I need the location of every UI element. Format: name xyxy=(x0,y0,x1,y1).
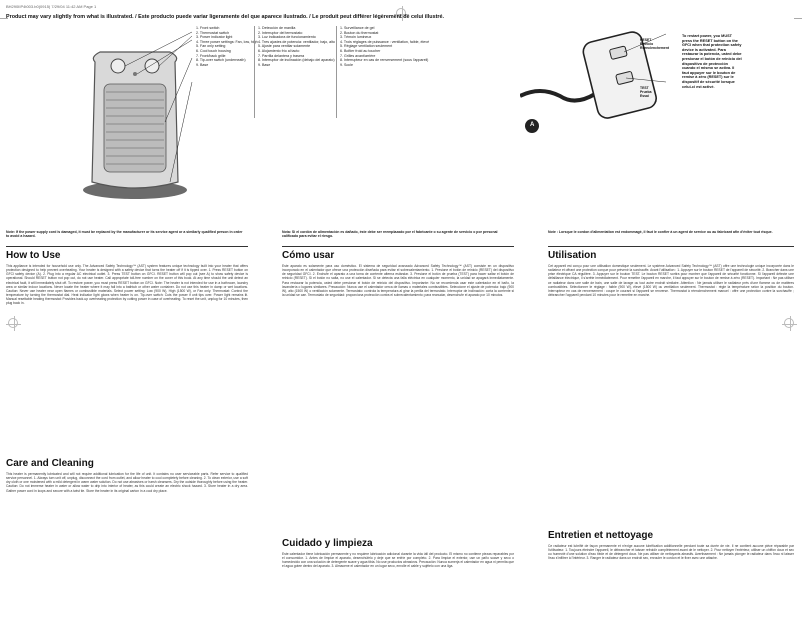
note-english: Note: If the power supply cord is damaged, it must be replaced by the manufacturer or its service agent or a similarly qualified person in order to avoid a hazard. xyxy=(6,230,243,239)
english-care-heading: Care and Cleaning xyxy=(6,458,94,469)
heater-grille xyxy=(104,84,166,172)
part-item: 2. Interruptor del termostato xyxy=(258,30,303,35)
part-item: 8. Tip-over switch (underneath) xyxy=(196,58,246,63)
plug-cord xyxy=(520,91,595,101)
english-care-text: This heater is permanently lubricated and will not require additional lubrication for the life of unit. It contains no user serviceable parts. Refer service to qualified service personnel. 1. Always turn unit off, unplug, disconnect the cord from outlet, and allow heater to cool completely before cleaning. 2. To clean exterior, use a soft dry cloth or one moistened with a mild detergent in warm water solution. Do not use abrasives or harsh cleansers. Dry the outside thoroughly before using the heater. Caution: Do not immerse heater in water or allow water to drip into interior of heater, as this could create an electric shock hazard. 3. Store heater in a dry area. Gather power cord in loops and secure with a twist tie. Store the heater in its original carton in a cool dry place. xyxy=(6,472,248,493)
reset-label: RESET xyxy=(640,38,652,42)
parts-list-spanish xyxy=(258,26,335,67)
test-label: Essai xyxy=(640,94,649,99)
rule-french xyxy=(548,246,794,247)
french-how-to-use-text: Cet appareil est conçu pour une utilisation domestique seulement. Le système Advanced Safety Technology™ (AST) offre une technologie unique incorporée dans le radiateur et offrant une protection conçue pour prévenir la surchauffe. Avant l'utilisation : 1. Appuyer sur le bouton RESET de l'appareil de sécurité. 2. Brancher dans une prise électrique CA régulière. 3. Appuyer sur le bouton TEST. Le bouton RESET sortira pour montrer que l'appareil de sécurité fonctionne. Si l'appareil détecte une défaillance électrique, il s'arrête immédiatement. Pour remettre l'appareil en marche, il faut appuyer sur le bouton de remise à zéro (RESET). Important : Ne pas utiliser ce radiateur dans une salle de bain, une salle de lavage ou tout autre endroit similaire. Attention : Ne jamais utiliser le radiateur près d'une flamme ou de matières combustibles. Sélectionner le réglage : faible (900 W), élevé (1500 W) ou ventilation seulement. Thermostat : règle la température selon la position du bouton. Interrupteur en cas de renversement : coupe le courant si l'appareil se renverse. Thermostat à réenclenchement manuel : offre une protection contre la surchauffe ; débrancher l'appareil pendant 10 minutes pour le remettre en marche. xyxy=(548,264,794,298)
part-item: 2. Bouton du thermostat xyxy=(340,30,379,35)
part-item: 9. Socle xyxy=(340,62,353,67)
french-care-heading: Entretien et nettoyage xyxy=(548,530,654,541)
parts-list-english xyxy=(196,26,260,67)
part-item: 8. Interruptor de inclinación (debajo del aparato) xyxy=(258,58,335,63)
parts-divider-2 xyxy=(336,26,337,118)
reset-label: Réenclenchement xyxy=(640,46,670,51)
spanish-care-heading: Cuidado y limpieza xyxy=(282,538,373,549)
spanish-care-text: Este calentador tiene lubricación permanente y no requiere lubricación adicional durante la vida útil del producto. El mismo no contiene piezas reparables por el consumidor. 1. Antes de limpiar el aparato, desenchúfelo y deje que se enfríe por completo. 2. Para limpiar el exterior, use un paño suave y seco o humedecido con una solución de detergente suave y agua tibia. No use productos abrasivos. Precaución: Nunca sumerja el calentador en agua ni permita que el agua gotee dentro del aparato. 3. Almacene el calentador en un lugar seco, enrolle el cable y sujételo con una liga. xyxy=(282,552,514,569)
part-item: 3. Luz indicadora de funcionamiento xyxy=(258,35,316,40)
part-item: 7. Parrilla delantera y trasera xyxy=(258,53,305,58)
product-note-banner: Product may vary slightly from what is illustrated. / Este producto puede variar ligeramente del que aparece ilustrado. / Le produit peut différer légèrement de celui illustré. xyxy=(6,14,444,20)
french-how-to-use-heading: Utilisation xyxy=(548,250,597,261)
parts-divider-1 xyxy=(254,26,255,118)
part-item: 5. Ajuste para ventilar solamente xyxy=(258,44,311,49)
test-label: TEST xyxy=(640,86,649,90)
part-item: 4. Tres ajustes de potencia: ventilador, bajo, alto xyxy=(258,39,335,44)
spanish-how-to-use-heading: Cómo usar xyxy=(282,250,335,261)
part-item: 2. Thermostat switch xyxy=(196,30,230,35)
english-how-to-use-heading: How to Use xyxy=(6,250,61,261)
english-how-to-use-text: This appliance is intended for household use only. The Advanced Safety Technology™ (AST) system features unique technology built into your heater that offers protection designed to help prevent overheating. Your heater is designed with a safety device that turns the heater off if it is tipped over. 1. Press RESET button on GFCI safety device (A). 2. Plug into a regular AC electrical outlet. 3. Press TEST button on GFCI. RESET button will pop out (see A) to show safety device is operational. Should RESET button not pop out, do not use heater. Call appropriate toll-free number on the cover of this book. At any time should the unit detect an electrical fault, it will immediately shut off. To restore power, you must press RESET button on GFCI. Note: The heater is not intended for use in a bathroom, laundry area or similar indoor locations. Never locate the heater where it may fall into a bathtub or other water container. Do not use this heater in damp or wet locations. Caution: Never use heater near open flames or combustible materials. Select power setting: Low (900 W), High (1500 W), or Fan only. Thermostat: Control the temperature by turning the thermostat dial. Heat indicator light glows when heater is on. Tip-over switch: Cuts the power if unit tips over. Power light remains lit. Manual resettable heating thermostat: Provides back-up overheating protection by cutting power in case of overheating. To reset the unit, unplug for 10 minutes, then plug back in. xyxy=(6,264,248,306)
part-item: 5. Réglage ventilation seulement xyxy=(340,44,393,49)
heater-illustration xyxy=(70,22,200,202)
note-spanish: Nota: Si el cordón de alimentación es dañado, éste debe ser reemplazado por el fabricante o su agente de servicio o por personal calificado para evitar el riesgo. xyxy=(282,230,498,239)
part-item: 1. Surveillance de gel xyxy=(340,26,375,30)
indicator-light xyxy=(133,72,137,76)
corner-tick-tr xyxy=(794,18,802,19)
callout-letter-a: A xyxy=(530,122,535,128)
reset-label: Reinicio xyxy=(640,42,654,47)
part-item: 7. Grilles avant/arrière xyxy=(340,53,376,58)
part-item: 3. Power indicator light xyxy=(196,35,233,40)
part-item: 1. Front switch xyxy=(196,26,220,30)
thermostat-dial xyxy=(145,59,159,73)
part-item: 1. Detección de manilla xyxy=(258,26,296,30)
part-item: 9. Base xyxy=(258,62,271,67)
test-label: Prueba xyxy=(640,90,652,95)
part-item: 4. Trois réglages de puissance : ventilation, faible, élevé xyxy=(340,39,430,44)
french-care-text: Ce radiateur est lubrifié de façon permanente et n'exige aucune lubrification additionnelle pendant toute sa durée de vie. Il ne contient aucune pièce réparable par l'utilisateur. 1. Toujours éteindre l'appareil, le débrancher et laisser refroidir complètement avant de le nettoyer. 2. Pour nettoyer l'extérieur, utiliser un chiffon doux et sec ou humecté d'une solution d'eau tiède et de détergent doux. Ne pas utiliser de nettoyants abrasifs. Avertissement : Ne jamais plonger le radiateur dans l'eau ni laisser l'eau s'infiltrer à l'intérieur. 3. Ranger le radiateur dans un endroit sec, enrouler le cordon et le fixer avec une attache. xyxy=(548,544,794,561)
reset-label-group xyxy=(640,38,680,51)
part-item: 6. Alojamiento frío al tacto xyxy=(258,48,300,53)
part-item: 9. Base xyxy=(196,62,209,67)
part-item: 5. Fan only setting xyxy=(196,44,226,49)
rule-english xyxy=(6,246,248,247)
spanish-how-to-use-text: Este aparato es solamente para uso doméstico. El sistema de seguridad avanzado Advanced Safety Technology™ (AST) consiste en un dispositivo incorporado en el calentador que ofrece una protección diseñada para evitar el sobrecalentamiento. 1. Presione el botón de reinicio (RESET) del dispositivo de seguridad GFCI. 2. Enchufe el aparato a una toma de corriente alterna estándar. 3. Presione el botón de prueba (TEST) para hacer saltar el botón de reinicio (RESET). Si el botón no salta, no use el calentador. Si se detecta una falla eléctrica en cualquier momento, la unidad se apagará inmediatamente. Para restaurar la potencia, usted debe presionar el botón de reinicio del dispositivo. Importante: No se recomienda usar este calentador en el baño, la lavandería o lugares similares. Precaución: Nunca use el calentador cerca de llamas o materiales combustibles. Seleccione el ajuste de potencia: bajo (900 W), alto (1500 W) o ventilación solamente. Termostato: controla la temperatura al girar la perilla del termostato. Interruptor de inclinación: corta la corriente si la unidad se cae. Termostato de seguridad: proporciona protección contra el sobrecalentamiento; para reanudar, desenchufe el aparato por 10 minutos. xyxy=(282,264,514,298)
note-french: Note : Lorsque le cordon d'alimentation est endommagé, il faut le confier à un agent de service ou au fabricant afin d'éviter tout risque. xyxy=(548,230,773,234)
test-label-group xyxy=(640,86,670,99)
part-item: 8. Interrupteur en cas de renversement (sous l'appareil) xyxy=(340,58,429,63)
file-info-slug: BH290IIP4t003.b0(0915) 7/29/04 11:42 AM Page 1 xyxy=(6,4,97,9)
power-dial xyxy=(111,59,125,73)
part-item: 6. Boîtier froid au toucher xyxy=(340,48,381,53)
part-item: 6. Cool touch housing xyxy=(196,48,231,53)
part-item: 7. Front/back grille xyxy=(196,53,226,58)
part-item: 3. Témoin lumineux xyxy=(340,35,372,40)
reset-instruction-text: To restart power, you MUST press the RESET button on the GFCI when that protection safety device is activated. Para restaurar la potencia, usted debe presionar el botón de reinicio del dispositivo de protección cuando el mismo se activa. Il faut appuyer sur le bouton de remise à zéro (RESET) sur le dispositif de sécurité lorsque celui-ci est activé. xyxy=(682,34,742,89)
parts-list-french xyxy=(340,26,430,67)
part-item: 4. Three power settings: Fan, low, high xyxy=(196,39,258,44)
rule-spanish xyxy=(282,246,514,247)
